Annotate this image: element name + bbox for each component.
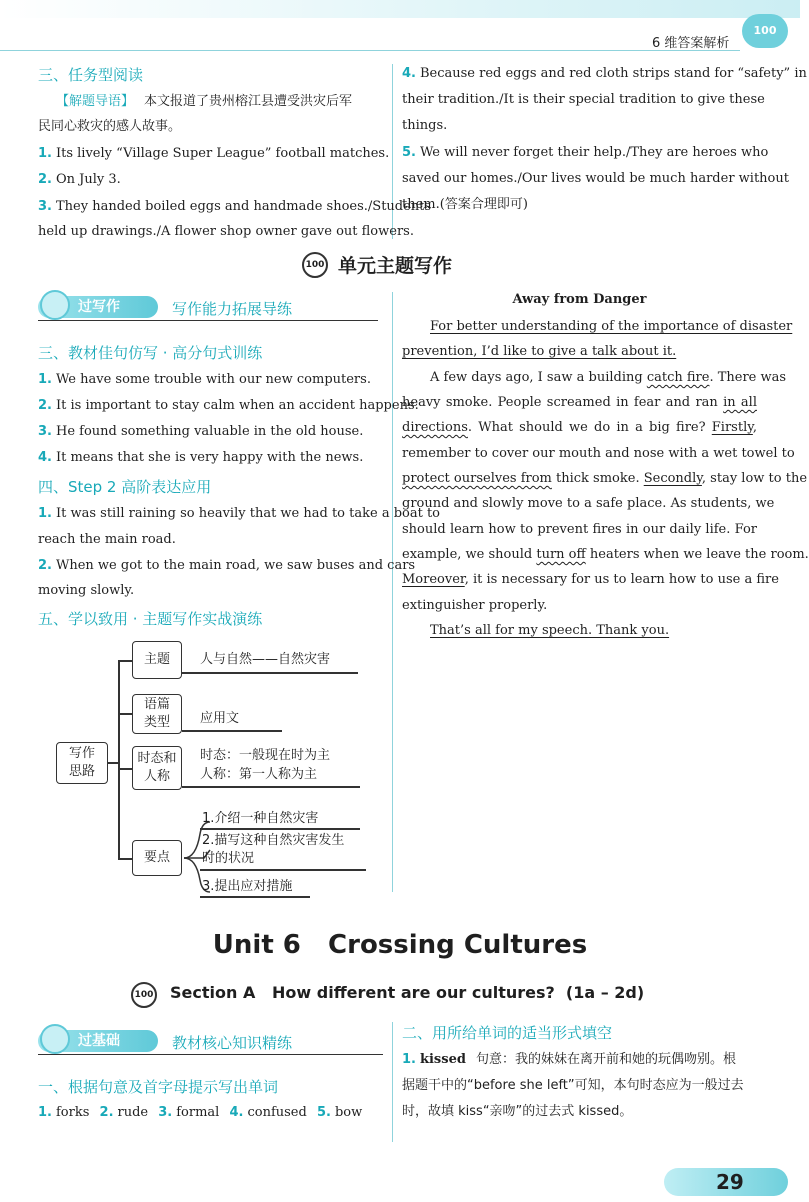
unit-writing-title: 单元主题写作 (338, 255, 453, 277)
mindmap-tense-box (132, 746, 182, 790)
unit6-s2-heading: 二、用所给单词的适当形式填空 (402, 1024, 613, 1042)
mindmap-topic-label: 主题 (143, 652, 170, 667)
essay-p2-line4: remember to cover our mouth and nose with a wet towel to (402, 446, 795, 461)
item-number: 4. (38, 450, 52, 465)
essay-text: A few days ago, I saw a building (430, 370, 647, 385)
mindmap-tense-value2: 人称：第一人称为主 (200, 767, 318, 782)
logo-badge: 100 (742, 14, 788, 48)
item-text: forks (55, 1105, 90, 1120)
mindmap-points-label: 要点 (143, 850, 170, 865)
reading-heading: 三、任务型阅读 (38, 66, 144, 84)
s4-heading: 四、Step 2 高阶表达应用 (38, 478, 212, 496)
mindmap-genre-value: 应用文 (200, 711, 240, 726)
answer-number: 4. (402, 66, 416, 81)
mindmap-point-1-underline (200, 828, 360, 830)
item-number: 1. (402, 1052, 416, 1067)
flower-icon: 100 (302, 252, 328, 278)
essay-phrase: directions (402, 420, 468, 435)
basics-banner: 过基础 (38, 1030, 158, 1052)
mindmap-tense-value1: 时态：一般现在时为主 (200, 748, 331, 763)
reading-answer-3 (38, 197, 431, 217)
mindmap-topic-underline (182, 672, 358, 674)
essay-text: thick smoke. (551, 471, 644, 486)
s4-item-2 (38, 556, 416, 576)
unit6-s1-answers (38, 1103, 362, 1123)
answer-text: Its lively “Village Super League” football matches. (55, 146, 390, 161)
item-text: It is important to stay calm when an accident happens. (55, 398, 419, 413)
unit6-s2-item-1-cont2: 时，故填 kiss“亲吻”的过去式 kissed。 (402, 1104, 633, 1119)
reading-answer-4-cont1: their tradition./It is their special tradition to give these (402, 92, 765, 107)
item-text: bow (334, 1105, 363, 1120)
essay-text: , stay low to the (701, 471, 808, 486)
reading-answer-1 (38, 144, 389, 164)
column-divider-bottom (392, 1022, 393, 1142)
essay-p2-line5 (402, 469, 808, 489)
mindmap-topic-value: 人与自然——自然灾害 (200, 652, 331, 667)
mascot-icon (40, 290, 70, 320)
unit6-s1-heading: 一、根据句意及首字母提示写出单词 (38, 1078, 279, 1096)
essay-underlined-text: That’s all for my speech. Thank you. (430, 623, 670, 638)
s3-item-3 (38, 422, 363, 442)
mindmap-genre-box (132, 694, 182, 734)
mindmap-topic-box (132, 641, 182, 679)
reading-guide-line1 (56, 92, 352, 112)
essay-phrase: turn off (536, 547, 586, 562)
unit6-section-title: Section A How different are our cultures? (1a – 2d) (170, 983, 645, 1002)
s3-item-1 (38, 370, 371, 390)
mindmap-points-box (132, 840, 182, 876)
column-divider-mid (392, 292, 393, 892)
reading-answer-4 (402, 64, 807, 84)
page-number: 29 (716, 1170, 744, 1194)
unit6-title: Unit 6 Crossing Cultures (212, 930, 588, 960)
essay-underlined-text: prevention, I’d like to give a talk about it. (402, 344, 677, 359)
essay-p2-line10: extinguisher properly. (402, 598, 548, 613)
item-number: 2. (38, 558, 52, 573)
item-text: It means that she is very happy with the news. (55, 450, 364, 465)
essay-text: example, we should (402, 547, 537, 562)
essay-connective: Moreover (402, 572, 465, 587)
essay-p2-line9 (402, 570, 779, 590)
reading-answer-5-cont2: them.(答案合理即可) (402, 197, 528, 212)
answer-text: On July 3. (55, 172, 121, 187)
essay-phrase: in all (723, 395, 757, 410)
header-rule (0, 50, 740, 51)
essay-p2-line3: directions. What should we do in a big fire? Firstly, (402, 420, 757, 435)
item-number: 1. (38, 372, 52, 387)
mindmap-trunk (118, 660, 120, 860)
item-number: 1. (38, 1105, 52, 1120)
essay-underlined-text: For better understanding of the importance of disaster (430, 319, 793, 334)
reading-guide-line2: 民同心救灾的感人故事。 (38, 119, 182, 134)
mindmap-genre-underline (182, 730, 282, 732)
mindmap-genre-label: 语篇 类型 (143, 697, 170, 730)
item-text: formal (176, 1105, 220, 1120)
item-number: 3. (38, 424, 52, 439)
basics-banner-rule (38, 1054, 383, 1055)
unit6-s2-item-1 (402, 1050, 736, 1070)
answer-text: We will never forget their help./They are heroes who (419, 145, 769, 160)
mindmap-point-3-underline (200, 896, 310, 898)
essay-phrase: catch fire (646, 370, 710, 385)
essay-text: heaters when we leave the room. (585, 547, 809, 562)
answer-text: They handed boiled eggs and handmade shoes./Students (55, 199, 432, 214)
mindmap-point-2-line2: 时的状况 (202, 851, 255, 866)
s4-item-1-cont: reach the main road. (38, 532, 176, 547)
item-text: confused (247, 1105, 307, 1120)
answer-number: 3. (38, 199, 52, 214)
item-text: It was still raining so heavily that we had to take a boat to (55, 506, 441, 521)
guide-text: 本文报道了贵州榕江县遭受洪灾后军 (144, 94, 353, 109)
mindmap-point-3: 3.提出应对措施 (202, 879, 293, 894)
essay-p2-line8 (402, 545, 809, 565)
s3-item-2 (38, 396, 419, 416)
writing-banner: 过写作 (38, 296, 158, 318)
mindmap-branch-4 (118, 858, 132, 860)
mindmap-tense-underline (182, 786, 360, 788)
essay-p1-line2 (402, 342, 676, 362)
essay-p2-line1 (430, 368, 787, 388)
answer-number: 1. (38, 146, 52, 161)
item-number: 3. (158, 1105, 173, 1120)
item-number: 2. (38, 398, 52, 413)
mindmap-point-1: 1.介绍一种自然灾害 (202, 811, 319, 826)
mindmap-branch-1 (118, 660, 132, 662)
header-bar (0, 0, 800, 18)
essay-text: heavy smoke. People screamed in fear and ran (402, 395, 724, 410)
mindmap-point-2-line1: 2.描写这种自然灾害发生 (202, 833, 345, 848)
essay-p2-line7: should learn how to prevent fires in our daily life. For (402, 522, 757, 537)
answer-number: 2. (38, 172, 52, 187)
essay-phrase: protect ourselves from (402, 471, 552, 486)
reading-answer-5-cont1: saved our homes./Our lives would be much harder without (402, 171, 789, 186)
mindmap-root (56, 742, 108, 784)
banner-rule (38, 320, 378, 321)
s3-item-4 (38, 448, 363, 468)
mindmap-connector (108, 762, 118, 764)
mindmap-point-2-underline (200, 869, 366, 871)
item-text: We have some trouble with our new computers. (55, 372, 371, 387)
reading-answer-3-cont: held up drawings./A flower shop owner gave out flowers. (38, 224, 414, 239)
essay-text: . What should we do in a big fire? (467, 420, 712, 435)
mascot-icon-2 (40, 1024, 70, 1054)
essay-text: , it is necessary for us to learn how to use a fire (464, 572, 779, 587)
unit6-flower-icon: 100 (131, 982, 157, 1008)
item-text: 句意：我的妹妹在离开前和她的玩偶吻别。根 (475, 1052, 736, 1067)
s4-item-2-cont: moving slowly. (38, 583, 135, 598)
mindmap-branch-3 (118, 768, 132, 770)
basics-banner-subtitle: 教材核心知识精练 (172, 1034, 293, 1052)
essay-title: Away from Danger (512, 292, 647, 307)
guide-label: 【解题导语】 (56, 94, 135, 109)
item-number: 4. (229, 1105, 244, 1120)
essay-connective: Firstly (711, 420, 753, 435)
item-text: He found something valuable in the old house. (55, 424, 364, 439)
header-title: 6 维答案解析 (652, 36, 730, 51)
mindmap-root-label: 写作 思路 (68, 746, 95, 779)
item-number: 1. (38, 506, 52, 521)
essay-connective: Secondly (643, 471, 702, 486)
s4-item-1 (38, 504, 441, 524)
essay-p2-line6: ground and slowly move to a safe place. As students, we (402, 496, 775, 511)
item-text: rude (117, 1105, 149, 1120)
answer-number: 5. (402, 145, 416, 160)
answer-text: Because red eggs and red cloth strips stand for “safety” in (419, 66, 807, 81)
reading-answer-2 (38, 170, 121, 190)
s5-heading: 五、学以致用 · 主题写作实战演练 (38, 610, 263, 628)
essay-p1-line1 (430, 317, 793, 337)
mindmap-tense-label: 时态和 人称 (137, 751, 177, 784)
item-text: When we got to the main road, we saw buses and cars (55, 558, 416, 573)
item-number: 2. (99, 1105, 114, 1120)
essay-text: . There was (709, 370, 787, 385)
item-number: 5. (316, 1105, 331, 1120)
reading-answer-4-cont2: things. (402, 118, 448, 133)
reading-answer-5 (402, 143, 769, 163)
unit6-s2-item-1-cont1: 据题干中的“before she left”可知，本句时态应为一般过去 (402, 1078, 744, 1093)
answer-word: kissed (419, 1052, 466, 1067)
essay-p2-line2 (402, 393, 757, 413)
mindmap-branch-2 (118, 713, 132, 715)
writing-banner-subtitle: 写作能力拓展导练 (172, 300, 293, 318)
essay-p3 (430, 621, 669, 641)
s3-heading: 三、教材佳句仿写 · 高分句式训练 (38, 344, 263, 362)
